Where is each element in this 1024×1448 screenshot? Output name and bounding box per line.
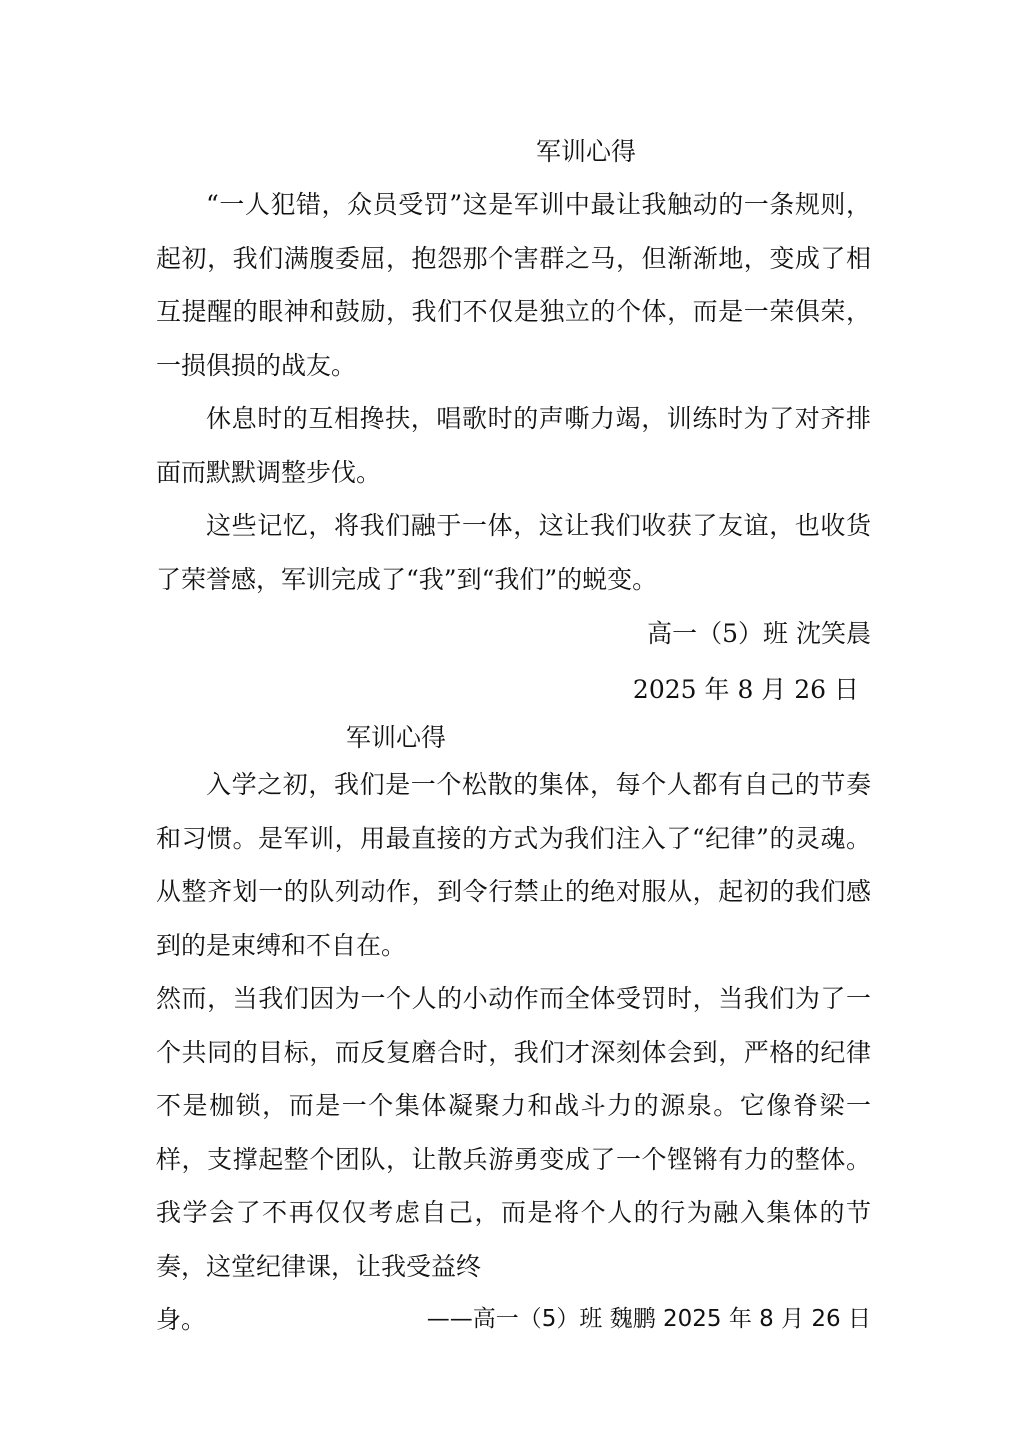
essay1-date: 2025 年 8 月 26 日 xyxy=(632,675,859,704)
essay2-paragraph-1: 入学之初，我们是一个松散的集体，每个人都有自己的节奏和习惯。是军训，用最直接的方式为我们注入了“纪律”的灵魂。从整齐划一的队列动作，到令行禁止的绝对服从，起初的我们感到的是束缚和不自在。 xyxy=(156,770,871,960)
essay1-signature: 高一（5）班 沈笑晨 xyxy=(647,619,871,648)
essay1-paragraph-3: 这些记忆，将我们融于一体，这让我们收获了友谊，也收货了荣誉感，军训完成了“我”到“我们”的蜕变。 xyxy=(156,511,871,594)
essay1-paragraph-2: 休息时的互相搀扶，唱歌时的声嘶力竭，训练时为了对齐排面而默默调整步伐。 xyxy=(156,404,871,487)
essay2-closing-line xyxy=(156,1293,871,1347)
essay2-title: 军训心得 xyxy=(346,723,447,752)
essay1-paragraph-1: “一人犯错，众员受罚”这是军训中最让我触动的一条规则，起初，我们满腹委屈，抱怨那个害群之马，但渐渐地，变成了相互提醒的眼神和鼓励，我们不仅是独立的个体，而是一荣俱荣，一损俱损的战友。 xyxy=(156,190,871,380)
essay2-paragraph-2: 然而，当我们因为一个人的小动作而全体受罚时，当我们为了一个共同的目标，而反复磨合时，我们才深刻体会到，严格的纪律不是枷锁，而是一个集体凝聚力和战斗力的源泉。它像脊梁一样，支撑起整个团队，让散兵游勇变成了一个铿锵有力的整体。我学会了不再仅仅考虑自己，而是将个人的行为融入集体的节奏，这堂纪律课，让我受益终 xyxy=(156,984,871,1281)
essay2-signature: ——高一（5）班 魏鹏 2025 年 8 月 26 日 xyxy=(426,1306,871,1332)
essay1-title: 军训心得 xyxy=(535,137,636,166)
document-page xyxy=(156,130,871,1347)
essay2-paragraph-2-end: 身。 xyxy=(156,1305,207,1334)
